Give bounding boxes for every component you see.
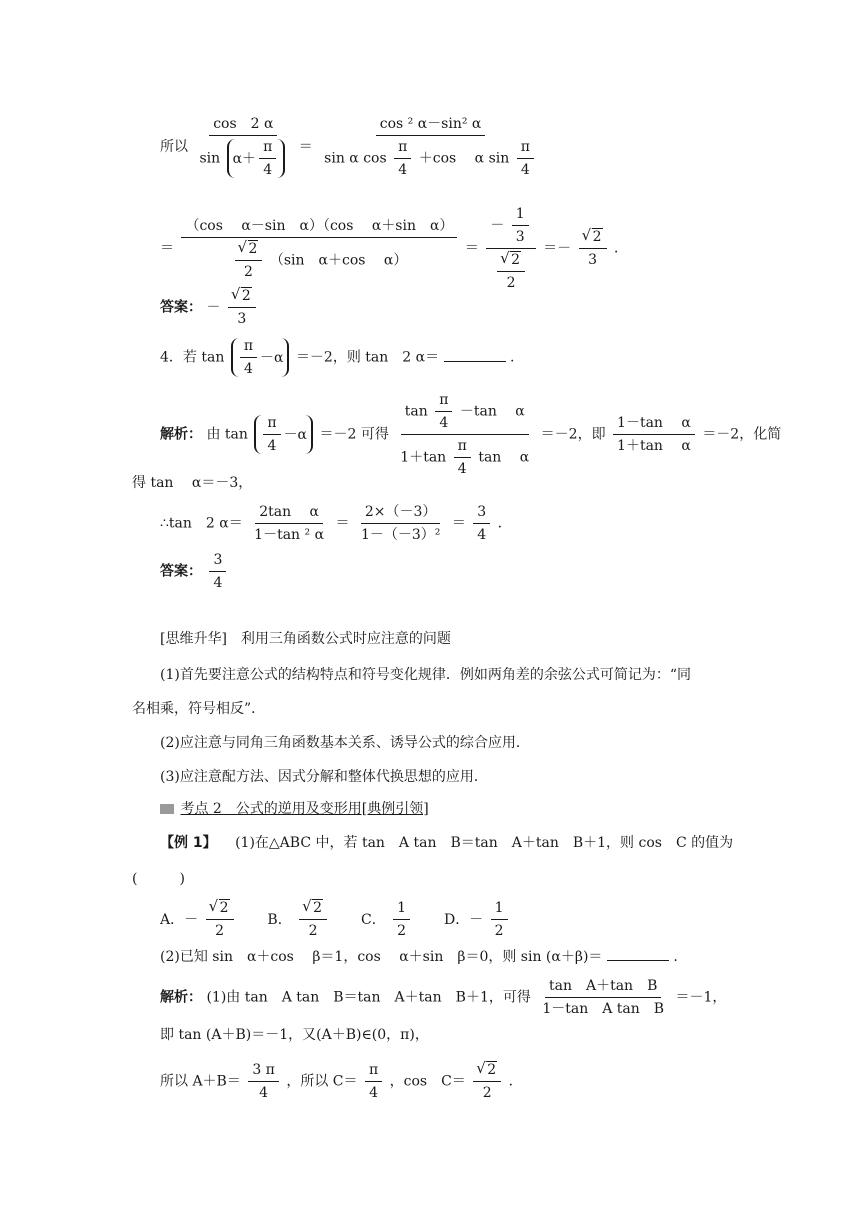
solution-4-line-2: 得 tan α＝－3， <box>132 475 253 491</box>
answer-line: 答案： $\frac{3}{4}$ <box>160 552 229 591</box>
parenthesis: α＋ $\frac{\pi}{4}$ <box>227 139 286 178</box>
fraction: $\frac{2\times(-3)}{\text{1－（－3）²}}$ <box>360 504 441 543</box>
fraction: $\frac{\text{tan A＋tan B}}{\text{1－tan A tan B}}$ <box>542 978 665 1017</box>
option-a: A．－ √ $\frac{2}{2}$ <box>160 912 241 928</box>
example-1-options <box>160 900 511 939</box>
fraction: $\frac{3 \pi}{4}$ <box>248 1062 279 1101</box>
text: 所以 <box>160 139 188 155</box>
answer-line: 答案： － √ $\frac{2}{3}$ <box>160 288 259 327</box>
parenthesis: $\frac{\pi}{4}$ －α <box>231 338 290 377</box>
parenthesis: $\frac{\pi}{4}$ －α <box>254 415 313 454</box>
fraction: √ $\frac{2}{2}$ <box>473 1062 501 1101</box>
example-1-line-1: 【例 1】 (1)在△ABC 中，若 tan A tan B＝tan A＋tan B＋1，则 cos C 的值为 <box>160 835 734 851</box>
fraction: √ $\frac{2}{3}$ <box>579 229 607 268</box>
fraction: $\frac{\text{2tan α}}{\text{1－tan ² α}}$ <box>254 504 325 543</box>
fraction: cos ² α－sin² α sin α cos $\frac{\pi}{4}$ ＋cos α sin $\frac{\pi}{4}$ <box>320 116 541 178</box>
fraction: （cos α－sin α）（cos α＋sin α） √ $\frac{2}{2}$ （sin α＋cos α） <box>181 218 457 280</box>
equation-line-1: 所以 cos 2 α sin α＋ $\frac{\pi}{4}$ ＝ cos ² α－sin² α sin α cos $\frac{\pi}{4}$ ＋cos α sin $\frac{\pi}{4}$ <box>160 116 544 178</box>
solution-ex1-line-3: 所以 A＋B＝ $\frac{3 \pi}{4}$ ，所以 C＝ $\frac{\pi}{4}$ ，cos C＝ √ $\frac{2}{2}$ ． <box>160 1062 523 1101</box>
solution-4-line-1: 解析： 由 tan $\frac{\pi}{4}$ －α ＝－2 可得 tan $\frac{\pi}{4}$ －tan α 1＋tan $\frac{\pi}{4}$ tan α ＝－2，即 $\frac{\text{1－tan α}}{\text{1＋tan α}}$ ＝－2，化简 <box>160 392 782 477</box>
thinking-paragraph-1-cont: 名相乘，符号相反”． <box>132 701 266 717</box>
answer-blank <box>444 347 506 362</box>
example-1-part-2: (2)已知 sin α＋cos β＝1，cos α＋sin β＝0，则 sin (α＋β)＝ . <box>160 946 678 966</box>
fraction: tan $\frac{\pi}{4}$ －tan α 1＋tan $\frac{\pi}{4}$ tan α <box>400 392 530 477</box>
fraction: cos 2 α sin α＋ $\frac{\pi}{4}$ <box>195 116 291 178</box>
solution-4-line-3: ∴tan 2 α＝ $\frac{\text{2tan α}}{\text{1－tan ² α}}$ ＝ $\frac{2\times(-3)}{\text{1－（－3）²}}$ ＝ $\frac{3}{4}$ ． <box>160 504 512 543</box>
thinking-title: [思维升华] 利用三角函数公式时应注意的问题 <box>160 631 451 647</box>
sqrt: √ 2 <box>239 241 259 257</box>
solution-ex1-line-1: 解析： (1)由 tan A tan B＝tan A＋tan B＋1，可得 $\frac{\text{tan A＋tan B}}{\text{1－tan A tan B}}$ ＝－1， <box>160 978 727 1017</box>
answer-blank <box>607 946 669 961</box>
example-1-paren: ( ) <box>132 871 185 887</box>
fraction: － $\frac{1}{3}$ √ $\frac{2}{2}$ <box>486 206 535 291</box>
fraction: $\frac{3}{4}$ <box>473 504 490 543</box>
option-c: C． $\frac{1}{2}$ <box>361 912 418 928</box>
option-b: B． √ $\frac{2}{2}$ <box>267 912 334 928</box>
section-marker-icon <box>160 804 174 814</box>
solution-ex1-line-2: 即 tan (A＋B)＝－1，又(A＋B)∈(0，π)， <box>160 1027 429 1043</box>
question-4: 4．若 tan $\frac{\pi}{4}$ －α ＝－2，则 tan 2 α＝ . <box>160 338 515 377</box>
option-d: D．－ $\frac{1}{2}$ <box>444 912 511 928</box>
fraction: $\frac{\pi}{4}$ <box>365 1062 382 1101</box>
thinking-paragraph-3: (3)应注意配方法、因式分解和整体代换思想的应用． <box>160 769 488 785</box>
equation-line-2: ＝ （cos α－sin α）（cos α＋sin α） √ $\frac{2}{2}$ （sin α＋cos α） ＝ － $\frac{1}{3}$ √ $\frac{2}{2}$ ＝－ √ $\frac{2}{3}$ ． <box>160 206 628 291</box>
thinking-paragraph-1: (1)首先要注意公式的结构特点和符号变化规律．例如两角差的余弦公式可简记为：“同 <box>160 667 691 683</box>
thinking-paragraph-2: (2)应注意与同角三角函数基本关系、诱导公式的综合应用． <box>160 735 530 751</box>
fraction: $\frac{\text{1－tan α}}{\text{1＋tan α}}$ <box>613 415 695 454</box>
fraction: √ $\frac{2}{3}$ <box>228 288 256 327</box>
fraction: $\frac{3}{4}$ <box>209 552 226 591</box>
section-heading: 考点 2 公式的逆用及变形用[典例引领] <box>160 800 429 818</box>
